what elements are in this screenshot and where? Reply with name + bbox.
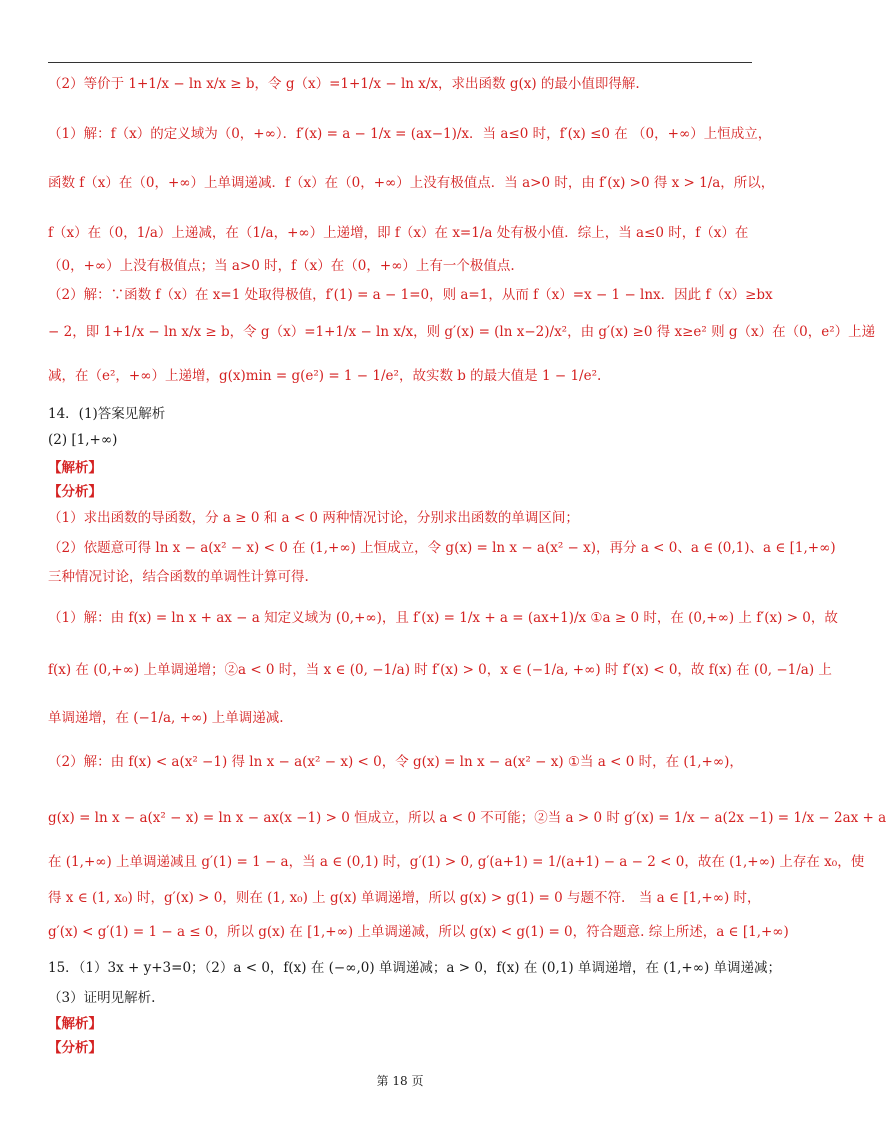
text-line: 【解析】 (48, 1016, 102, 1032)
text-line: （2）解：由 f(x) < a(x² −1) 得 ln x − a(x² − x) < 0，令 g(x) = ln x − a(x² − x) ①当 a < 0 时，在 (1,+∞)， (48, 754, 743, 770)
text-line: 三种情况讨论，结合函数的单调性计算可得. (48, 569, 309, 585)
text-line: （1）解：由 f(x) = ln x + ax − a 知定义域为 (0,+∞)，且 f′(x) = 1/x + a = (ax+1)/x ①a ≥ 0 时，在 (0,+∞) 上 f′(x) > 0，故 (48, 610, 838, 626)
text-line: （3）证明见解析. (48, 990, 156, 1006)
text-line: g(x) = ln x − a(x² − x) = ln x − ax(x −1) > 0 恒成立，所以 a < 0 不可能；②当 a > 0 时 g′(x) = 1/x − a(2x −1) = 1/x − 2ax + a (48, 810, 886, 826)
text-line: − 2，即 1+1/x − ln x/x ≥ b，令 g（x）=1+1/x − ln x/x，则 g′(x) = (ln x−2)/x²，由 g′(x) ≥0 得 x≥e² 则 g（x）在（0，e²）上递 (48, 324, 876, 340)
text-line: (2) [1,+∞) (48, 432, 118, 448)
text-line: （2）等价于 1+1/x − ln x/x ≥ b，令 g（x）=1+1/x − ln x/x，求出函数 g(x) 的最小值即得解. (48, 76, 640, 92)
text-line: 【分析】 (48, 484, 102, 500)
text-line: f（x）在（0，1/a）上递减，在（1/a，+∞）上递增，即 f（x）在 x=1/a 处有极小值．综上，当 a≤0 时，f（x）在 (48, 225, 749, 241)
text-line: 在 (1,+∞) 上单调递减且 g′(1) = 1 − a，当 a ∈ (0,1) 时，g′(1) > 0, g′(a+1) = 1/(a+1) − a − 2 < 0，故在 (1,+∞) 上存在 x₀，使 (48, 854, 865, 870)
text-line: 14．(1)答案见解析 (48, 406, 166, 422)
text-line: 15．（1）3x + y+3=0；（2）a < 0，f(x) 在 (−∞,0) 单调递减；a > 0，f(x) 在 (0,1) 单调递增，在 (1,+∞) 单调递减； (48, 960, 782, 976)
text-line: g′(x) < g′(1) = 1 − a ≤ 0，所以 g(x) 在 [1,+∞) 上单调递减，所以 g(x) < g(1) = 0，符合题意. 综上所述，a ∈ [1,+∞) (48, 924, 789, 940)
text-line: （1）求出函数的导函数，分 a ≥ 0 和 a < 0 两种情况讨论，分别求出函数的单调区间； (48, 510, 579, 526)
text-line: f(x) 在 (0,+∞) 上单调递增；②a < 0 时，当 x ∈ (0, −1/a) 时 f′(x) > 0，x ∈ (−1/a, +∞) 时 f′(x) < 0，故 f(x) 在 (0, −1/a) 上 (48, 662, 832, 678)
text-line: （2）解：∵函数 f（x）在 x=1 处取得极值，f′(1) = a − 1=0，则 a=1，从而 f（x）=x − 1 − lnx．因此 f（x）≥bx (48, 287, 773, 303)
text-line: （1）解：f（x）的定义域为（0，+∞）．f′(x) = a − 1/x = (ax−1)/x．当 a≤0 时，f′(x) ≤0 在 （0，+∞）上恒成立， (48, 126, 772, 142)
text-line: 【解析】 (48, 460, 102, 476)
page-number: 第 18 页 (376, 1074, 424, 1088)
text-line: （2）依题意可得 ln x − a(x² − x) < 0 在 (1,+∞) 上恒成立，令 g(x) = ln x − a(x² − x)，再分 a < 0、a ∈ (0,1)、a ∈ [1,+∞) (48, 540, 836, 556)
text-line: 函数 f（x）在（0，+∞）上单调递减．f（x）在（0，+∞）上没有极值点．当 a>0 时，由 f′(x) >0 得 x > 1/a，所以， (48, 175, 775, 191)
text-line: 减，在（e²，+∞）上递增，g(x)min = g(e²) = 1 − 1/e²，故实数 b 的最大值是 1 − 1/e². (48, 368, 602, 384)
text-line: （0，+∞）上没有极值点；当 a>0 时，f（x）在（0，+∞）上有一个极值点. (48, 258, 515, 274)
text-line: 得 x ∈ (1, x₀) 时，g′(x) > 0，则在 (1, x₀) 上 g(x) 单调递增，所以 g(x) > g(1) = 0 与题不符. 当 a ∈ [1,+∞) 时， (48, 890, 761, 906)
text-line: 单调递增，在 (−1/a, +∞) 上单调递减. (48, 710, 284, 726)
top-rule (48, 62, 752, 63)
text-line: 【分析】 (48, 1040, 102, 1056)
